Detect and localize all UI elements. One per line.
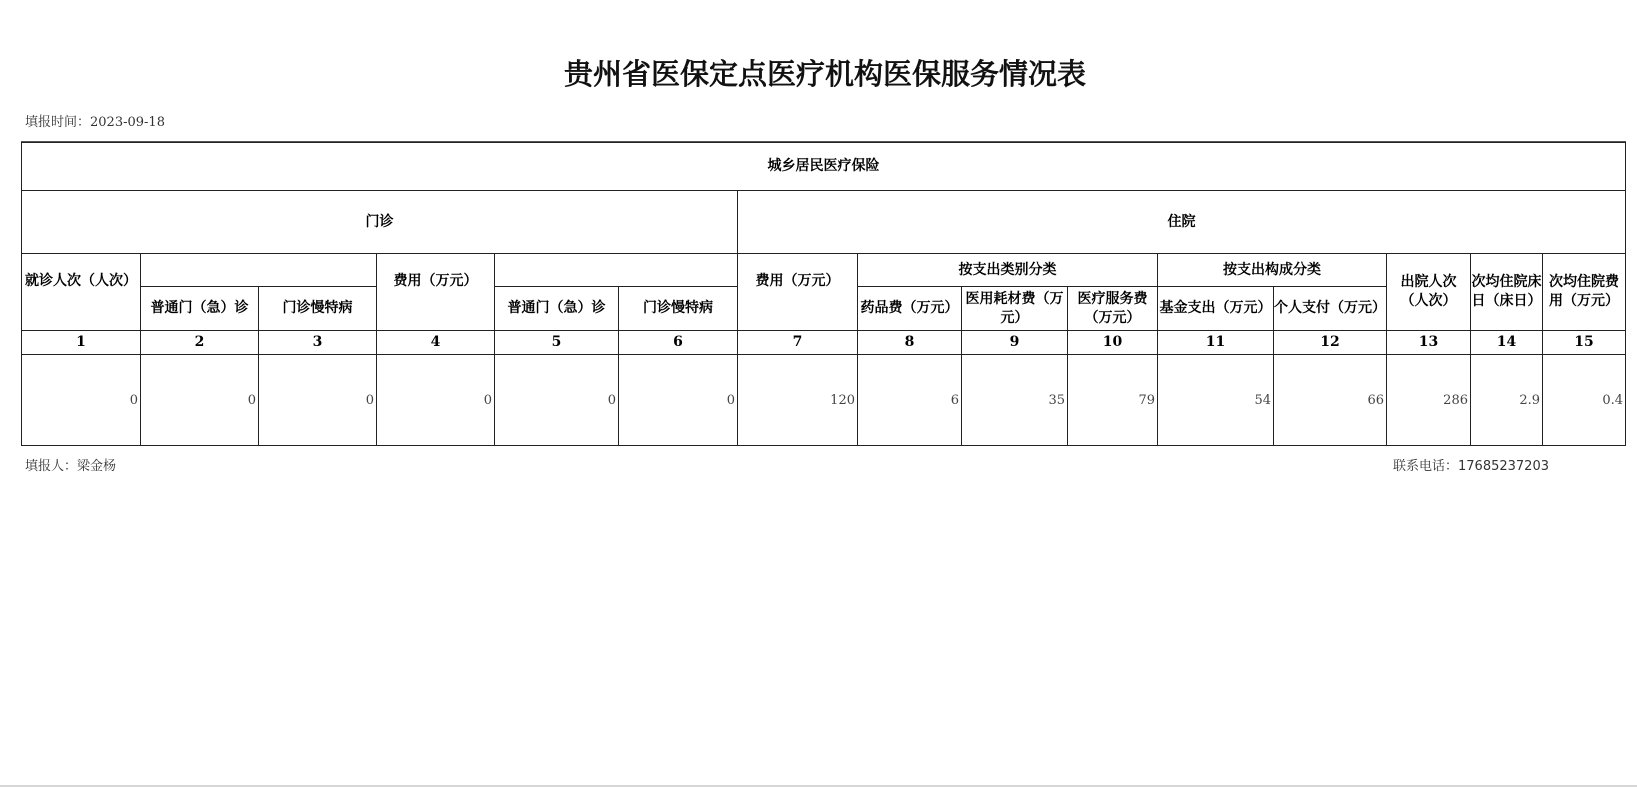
value-visits: 0 [22, 355, 141, 446]
header-cost-group-spacer [495, 254, 738, 287]
header-discharges: 出院人次（人次） [1387, 254, 1471, 331]
header-personal-payment: 个人支付（万元） [1274, 287, 1387, 331]
column-number: 9 [962, 331, 1068, 355]
header-by-category: 按支出类别分类 [858, 254, 1158, 287]
column-number: 4 [377, 331, 495, 355]
value-fund-payment: 54 [1158, 355, 1274, 446]
header-outpatient-cost: 费用（万元） [377, 254, 495, 331]
value-drug-cost: 6 [858, 355, 962, 446]
table-row [22, 355, 1626, 446]
fill-date-value: 2023-09-18 [90, 115, 165, 130]
column-number: 3 [259, 331, 377, 355]
value-visits-general: 0 [141, 355, 259, 446]
value-cost-chronic: 0 [619, 355, 738, 446]
fill-date-label: 填报时间： [25, 115, 91, 130]
filler-name: 梁金杨 [77, 459, 117, 474]
column-number: 10 [1068, 331, 1158, 355]
header-drug-cost: 药品费（万元） [858, 287, 962, 331]
column-number: 1 [22, 331, 141, 355]
column-number: 5 [495, 331, 619, 355]
column-number: 8 [858, 331, 962, 355]
column-number: 14 [1471, 331, 1543, 355]
insurance-type-header: 城乡居民医疗保险 [22, 143, 1626, 191]
header-visits: 就诊人次（人次） [22, 254, 141, 331]
contact-phone [1393, 455, 1549, 474]
header-avg-inpatient-cost: 次均住院费用（万元） [1543, 254, 1626, 331]
value-personal-payment: 66 [1274, 355, 1387, 446]
filler-label: 填报人： [25, 459, 78, 474]
header-visits-general: 普通门（急）诊 [141, 287, 259, 331]
header-cost-chronic: 门诊慢特病 [619, 287, 738, 331]
value-cost-general: 0 [495, 355, 619, 446]
page-title: 贵州省医保定点医疗机构医保服务情况表 [563, 57, 1086, 91]
column-number: 7 [738, 331, 858, 355]
inpatient-group-header: 住院 [738, 191, 1626, 254]
phone-value: 17685237203 [1458, 459, 1549, 474]
header-service-cost: 医疗服务费（万元） [1068, 287, 1158, 331]
column-number: 15 [1543, 331, 1626, 355]
header-visits-chronic: 门诊慢特病 [259, 287, 377, 331]
column-number: 12 [1274, 331, 1387, 355]
header-visits-group-spacer [141, 254, 377, 287]
column-number: 2 [141, 331, 259, 355]
report-table [21, 142, 1626, 446]
value-consumables-cost: 35 [962, 355, 1068, 446]
header-avg-bed-days: 次均住院床日（床日） [1471, 254, 1543, 331]
value-avg-bed-days: 2.9 [1471, 355, 1543, 446]
value-discharges: 286 [1387, 355, 1471, 446]
header-by-composition: 按支出构成分类 [1158, 254, 1387, 287]
column-number: 11 [1158, 331, 1274, 355]
header-consumables-cost: 医用耗材费（万元） [962, 287, 1068, 331]
header-inpatient-cost: 费用（万元） [738, 254, 858, 331]
value-avg-inpatient-cost: 0.4 [1543, 355, 1626, 446]
header-fund-payment: 基金支出（万元） [1158, 287, 1274, 331]
header-cost-general: 普通门（急）诊 [495, 287, 619, 331]
column-number: 6 [619, 331, 738, 355]
phone-label: 联系电话： [1393, 459, 1459, 474]
value-outpatient-cost: 0 [377, 355, 495, 446]
value-visits-chronic: 0 [259, 355, 377, 446]
value-inpatient-cost: 120 [738, 355, 858, 446]
filler-info [25, 455, 116, 474]
value-service-cost: 79 [1068, 355, 1158, 446]
column-number: 13 [1387, 331, 1471, 355]
outpatient-group-header: 门诊 [22, 191, 738, 254]
fill-date [25, 111, 165, 130]
